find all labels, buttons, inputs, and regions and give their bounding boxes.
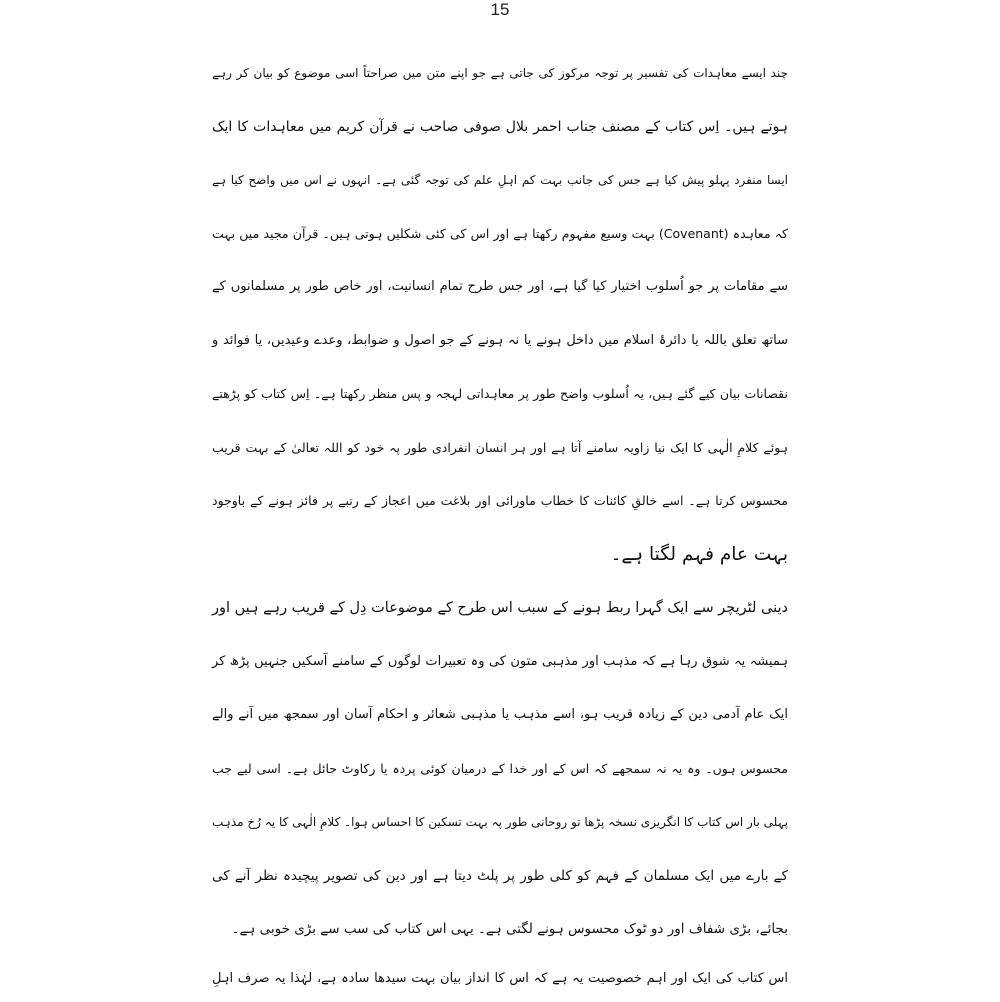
text-line: کہ معاہدہ (Covenant) بہت وسیع مفہوم رکھتا ہے اور اس کی کئی شکلیں ہوتی ہیں۔ قرآن مجید میں بہت <box>212 226 789 241</box>
text-line: سے مقامات پر جو اُسلوب اختیار کیا گیا ہے، اور جس طرح تمام انسانیت، اور خاص طور پر مسلمانوں کے <box>212 279 788 294</box>
text-line: محسوس کرتا ہے۔ اسے خالقِ کائنات کا خطاب ماورائی اور بلاغت میں اعجاز کے رتبے پر فائز ہونے کے باوجود <box>212 493 788 508</box>
text-line: ہمیشہ یہ شوق رہا ہے کہ مذہب اور مذہبی متون کی وہ تعبیرات لوگوں کے سامنے آسکیں جنہیں پڑھ کر <box>212 654 788 669</box>
text-line: نقصانات بیان کیے گئے ہیں، یہ اُسلوب واضح طور پر معاہداتی لہجہ و پس منظر رکھتا ہے۔ اِس کتاب کو پڑھتے <box>212 386 788 401</box>
text-line: ایک عام آدمی دین کے زیادہ قریب ہو، اسے مذہب یا مذہبی شعائر و احکام آسان اور سمجھ میں آنے والے <box>212 707 788 722</box>
text-line: چند ایسے معاہدات کی تفسیر پر توجہ مرکوز کی جاتی ہے جو اپنے متن میں صراحتاً اسی موضوع کو بیان کر رہے <box>212 66 788 80</box>
text-line: ایسا منفرد پہلو پیش کیا ہے جس کی جانب بہت کم اہلِ علم کی توجہ گئی ہے۔ انہوں نے اس میں واضح کیا ہے <box>212 173 788 187</box>
page-number: 15 <box>490 0 510 19</box>
text-line: پہلی بار اس کتاب کا انگریزی نسخہ پڑھا تو روحانی طور پہ بہت تسکین کا احساس ہوا۔ کلامِ الٰہی کا یہ رُخ مذہب <box>212 815 788 829</box>
text-line: دینی لٹریچر سے ایک گہرا ربط ہونے کے سبب اس طرح کے موضوعات دِل کے قریب رہے ہیں اور <box>211 600 788 616</box>
text-line: ساتھ تعلق باللہ یا دائرۂ اسلام میں داخل ہونے یا نہ ہونے کے جو اصول و ضوابط، وعدے وعیدیں، یا فوائد و <box>212 333 788 348</box>
text-line: کے بارے میں ایک مسلمان کے فہم کو کلی طور پر پلٹ دیتا ہے اور دین کی تصویر پیچیدہ نظر آنے کی <box>212 868 788 884</box>
text-line: محسوس ہوں۔ وہ یہ نہ سمجھے کہ اس کے اور خدا کے درمیان کوئی پردہ یا رکاوٹ حائل ہے۔ اسی لیے جب <box>212 761 788 776</box>
text-line: بجائے، بڑی شفاف اور دو ٹوک محسوس ہونے لگتی ہے۔ یہی اس کتاب کی سب سے بڑی خوبی ہے۔ <box>231 921 788 937</box>
text-line: ہوتے ہیں۔ اِس کتاب کے مصنف جناب احمر بلال صوفی صاحب نے قرآن کریم میں معاہدات کا ایک <box>212 119 788 135</box>
text-line: بہت عام فہم لگتا ہے۔ <box>610 544 788 565</box>
text-line: اس کتاب کی ایک اور اہم خصوصیت یہ ہے کہ اس کا انداز بیان بہت سیدھا سادہ ہے، لہٰذا یہ صرف اہلِ <box>212 971 788 986</box>
text-line: ہوئے کلامِ الٰہی کا ایک نیا زاویہ سامنے آتا ہے اور ہر انسان انفرادی طور پہ خود کو اللہ تعالیٰ کے بہت قریب <box>212 440 788 455</box>
